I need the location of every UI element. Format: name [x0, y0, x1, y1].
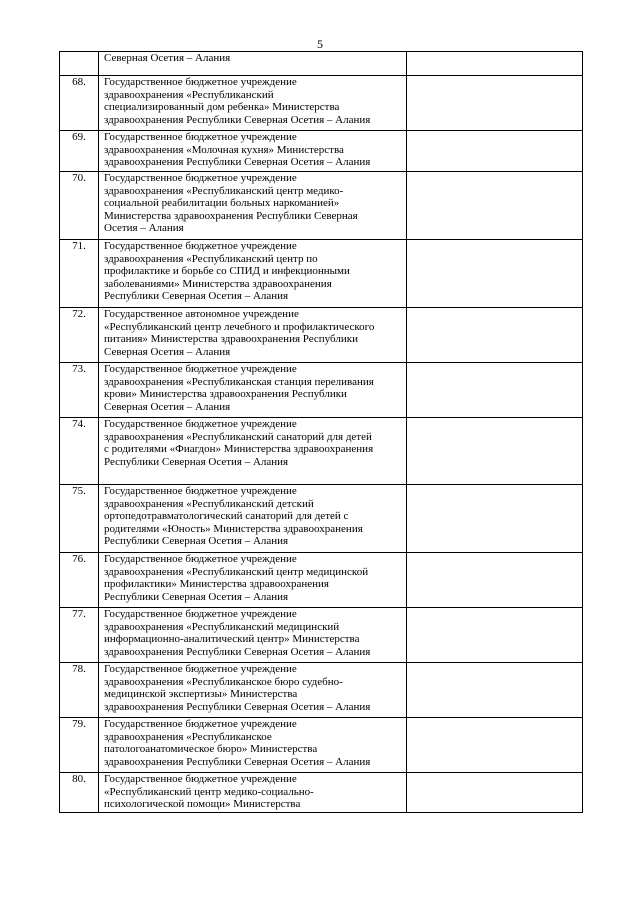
institution-name-line: здравоохранения «Республиканский центр медицинской [104, 565, 369, 578]
table-row [60, 773, 583, 813]
institution-name-line: здравоохранения Республики Северная Осетия – Алания [104, 755, 371, 768]
row-number: 73. [60, 363, 99, 418]
institution-name-line: Республики Северная Осетия – Алания [104, 290, 289, 303]
institution-name-line: с родителями «Фиагдон» Министерства здравоохранения [104, 443, 374, 456]
row-number: 75. [60, 485, 99, 553]
row-number [60, 52, 99, 76]
table-row [60, 553, 583, 608]
row-number: 74. [60, 418, 99, 485]
row-number: 72. [60, 308, 99, 363]
table-row [60, 76, 583, 131]
institution-name-line: здравоохранения «Республиканское [104, 730, 272, 743]
empty-cell [407, 308, 583, 363]
table-row [60, 240, 583, 308]
table-row [60, 172, 583, 240]
institution-name-line: Государственное бюджетное учреждение [104, 485, 297, 497]
institution-name-line: ортопедотравматологический санаторий для детей с [104, 510, 349, 523]
institution-name-line: психологической помощи» Министерства [104, 798, 301, 811]
institution-name-line: Государственное бюджетное учреждение [104, 773, 297, 785]
institution-name [99, 418, 407, 485]
empty-cell [407, 76, 583, 131]
empty-cell [407, 131, 583, 172]
institution-name [99, 718, 407, 773]
row-number: 78. [60, 663, 99, 718]
institution-name-line: информационно-аналитический центр» Министерства [104, 633, 360, 646]
table-row [60, 131, 583, 172]
institution-name-line: Северная Осетия – Алания [104, 52, 231, 64]
institution-name-line: здравоохранения Республики Северная Осетия – Алания [104, 113, 371, 126]
empty-cell [407, 608, 583, 663]
institution-name-line: здравоохранения Республики Северная Осетия – Алания [104, 645, 371, 658]
institution-name-line: Государственное бюджетное учреждение [104, 240, 297, 252]
institution-name [99, 131, 407, 172]
row-number: 70. [60, 172, 99, 240]
institution-name-line: Северная Осетия – Алания [104, 345, 231, 358]
institution-name-line: Государственное бюджетное учреждение [104, 363, 297, 375]
empty-cell [407, 363, 583, 418]
table-row [60, 308, 583, 363]
institution-name-line: Государственное бюджетное учреждение [104, 608, 297, 620]
institution-name-line: Государственное бюджетное учреждение [104, 418, 297, 430]
institution-name [99, 172, 407, 240]
empty-cell [407, 773, 583, 813]
table-row [60, 418, 583, 485]
institution-name [99, 240, 407, 308]
page-number: 5 [317, 37, 323, 51]
row-number: 68. [60, 76, 99, 131]
institution-name [99, 52, 407, 76]
institution-name-line: здравоохранения «Молочная кухня» Министерства [104, 143, 344, 156]
institution-name-line: Государственное бюджетное учреждение [104, 172, 297, 184]
institution-name [99, 608, 407, 663]
empty-cell [407, 718, 583, 773]
institution-name-line: Государственное бюджетное учреждение [104, 76, 297, 88]
institution-name-line: Государственное бюджетное учреждение [104, 553, 297, 565]
row-number: 76. [60, 553, 99, 608]
institution-name [99, 485, 407, 553]
institution-name-line: Северная Осетия – Алания [104, 400, 231, 413]
table-row [60, 363, 583, 418]
institution-name-line: Государственное бюджетное учреждение [104, 663, 297, 675]
institution-name-line: специализированный дом ребенка» Министерства [104, 101, 340, 114]
table-row [60, 663, 583, 718]
institution-name-line: Государственное бюджетное учреждение [104, 718, 297, 730]
institution-name [99, 363, 407, 418]
institution-name-line: Государственное автономное учреждение [104, 308, 299, 320]
institution-name-line: Республики Северная Осетия – Алания [104, 590, 289, 603]
institution-name-line: здравоохранения «Республиканский центр по [104, 252, 318, 265]
institutions-table [59, 51, 583, 813]
institution-name-line: профилактики» Министерства здравоохранения [104, 578, 329, 591]
empty-cell [407, 663, 583, 718]
institution-name [99, 663, 407, 718]
empty-cell [407, 485, 583, 553]
institution-name-line: заболеваниями» Министерства здравоохранения [104, 277, 332, 290]
institution-name-line: Осетия – Алания [104, 222, 184, 235]
institution-name [99, 76, 407, 131]
institution-name-line: медицинской экспертизы» Министерства [104, 688, 298, 701]
empty-cell [407, 240, 583, 308]
row-number: 80. [60, 773, 99, 813]
row-number: 69. [60, 131, 99, 172]
institution-name-line: питания» Министерства здравоохранения Республики [104, 333, 358, 346]
institution-name [99, 553, 407, 608]
row-number: 71. [60, 240, 99, 308]
institution-name-line: здравоохранения «Республиканский детский [104, 497, 314, 510]
institution-name-line: здравоохранения «Республиканский центр медико- [104, 184, 344, 197]
institution-name-line: здравоохранения «Республиканский санаторий для детей [104, 430, 372, 443]
table-row [60, 52, 583, 76]
institution-name-line: родителями «Юность» Министерства здравоохранения [104, 522, 363, 535]
empty-cell [407, 553, 583, 608]
institution-name-line: Государственное бюджетное учреждение [104, 131, 297, 143]
institution-name-line: здравоохранения Республики Северная Осетия – Алания [104, 700, 371, 713]
empty-cell [407, 418, 583, 485]
institution-name-line: крови» Министерства здравоохранения Республики [104, 388, 347, 401]
institution-name-line: профилактике и борьбе со СПИД и инфекционными [104, 265, 350, 278]
row-number: 77. [60, 608, 99, 663]
institution-name [99, 308, 407, 363]
institution-name-line: «Республиканский центр лечебного и профилактического [104, 320, 375, 333]
table-row [60, 485, 583, 553]
institution-name-line: патологоанатомическое бюро» Министерства [104, 743, 318, 756]
empty-cell [407, 172, 583, 240]
empty-cell [407, 52, 583, 76]
institution-name-line: здравоохранения Республики Северная Осетия – Алания [104, 156, 371, 169]
institution-name-line: Республики Северная Осетия – Алания [104, 455, 289, 468]
table-row [60, 608, 583, 663]
institution-name [99, 773, 407, 813]
institution-name-line: здравоохранения «Республиканская станция переливания [104, 375, 374, 388]
table-row [60, 718, 583, 773]
institution-name-line: «Республиканский центр медико-социально- [104, 785, 314, 798]
institution-name-line: Министерства здравоохранения Республики Северная [104, 209, 358, 222]
institution-name-line: Республики Северная Осетия – Алания [104, 535, 289, 548]
institution-name-line: социальной реабилитации больных наркоманией» [104, 197, 340, 210]
institution-name-line: здравоохранения «Республиканское бюро судебно- [104, 675, 343, 688]
institution-name-line: здравоохранения «Республиканский медицинский [104, 620, 340, 633]
institution-name-line: здравоохранения «Республиканский [104, 88, 274, 101]
row-number: 79. [60, 718, 99, 773]
